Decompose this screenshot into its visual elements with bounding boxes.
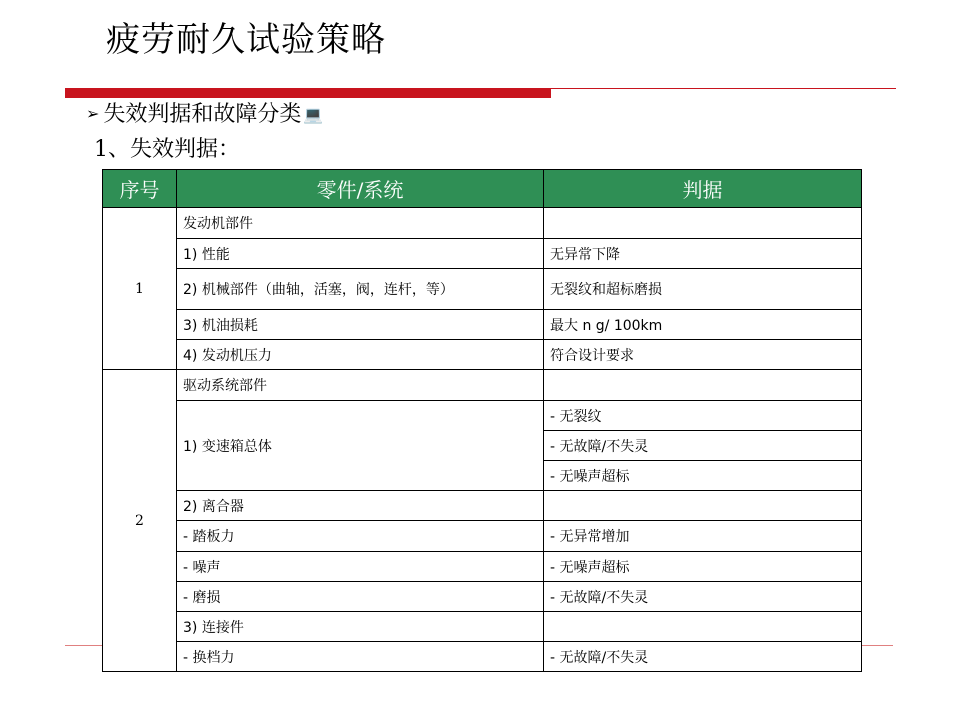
table-row xyxy=(103,401,862,431)
group-number: 2 xyxy=(103,370,177,672)
criterion-cell: 无裂纹和超标磨损 xyxy=(544,269,862,310)
group-name: 发动机部件 xyxy=(177,208,544,239)
table-header-row xyxy=(103,170,862,208)
table-row xyxy=(103,340,862,370)
table-row xyxy=(103,612,862,642)
section-bullet-text: 失效判据和故障分类 xyxy=(103,102,302,127)
part-cell: - 噪声 xyxy=(177,552,544,582)
criterion-cell xyxy=(544,370,862,401)
header-part-system: 零件/系统 xyxy=(177,170,544,208)
criterion-cell: - 无故障/不失灵 xyxy=(544,642,862,672)
failure-criteria-table xyxy=(102,169,862,672)
part-cell: 1) 变速箱总体 xyxy=(177,401,544,491)
table-row xyxy=(103,491,862,521)
criterion-cell xyxy=(544,208,862,239)
part-cell: 4) 发动机压力 xyxy=(177,340,544,370)
criterion-cell: - 无噪声超标 xyxy=(544,461,862,491)
criterion-cell xyxy=(544,612,862,642)
part-cell: - 换档力 xyxy=(177,642,544,672)
part-cell: 2) 机械部件（曲轴，活塞，阀，连杆，等） xyxy=(177,269,544,310)
title-underline-thin xyxy=(551,88,896,89)
slide-title: 疲劳耐久试验策略 xyxy=(106,20,386,60)
part-cell: - 磨损 xyxy=(177,582,544,612)
criterion-cell xyxy=(544,491,862,521)
part-cell: 3) 连接件 xyxy=(177,612,544,642)
criterion-cell: - 无异常增加 xyxy=(544,521,862,552)
table-row xyxy=(103,642,862,672)
criterion-cell: - 无故障/不失灵 xyxy=(544,582,862,612)
part-cell: - 踏板力 xyxy=(177,521,544,552)
subheading: 1、失效判据： xyxy=(94,137,240,162)
criterion-cell: 无异常下降 xyxy=(544,239,862,269)
criterion-cell: 最大 n g/ 100km xyxy=(544,310,862,340)
criterion-cell: - 无裂纹 xyxy=(544,401,862,431)
table-row xyxy=(103,208,862,239)
table-row xyxy=(103,269,862,310)
table-row xyxy=(103,239,862,269)
title-underline-thick xyxy=(65,88,551,98)
computer-icon: 💻 xyxy=(303,105,324,124)
part-cell: 3) 机油损耗 xyxy=(177,310,544,340)
criterion-cell: 符合设计要求 xyxy=(544,340,862,370)
table-row xyxy=(103,582,862,612)
table-row xyxy=(103,370,862,401)
table-row xyxy=(103,310,862,340)
table-row xyxy=(103,552,862,582)
section-bullet xyxy=(86,100,323,129)
header-criterion: 判据 xyxy=(544,170,862,208)
table-row xyxy=(103,521,862,552)
arrowhead-bullet-icon: ➢ xyxy=(86,104,100,123)
group-number: 1 xyxy=(103,208,177,370)
part-cell: 2) 离合器 xyxy=(177,491,544,521)
header-number: 序号 xyxy=(103,170,177,208)
criterion-cell: - 无故障/不失灵 xyxy=(544,431,862,461)
part-cell: 1) 性能 xyxy=(177,239,544,269)
group-name: 驱动系统部件 xyxy=(177,370,544,401)
criterion-cell: - 无噪声超标 xyxy=(544,552,862,582)
